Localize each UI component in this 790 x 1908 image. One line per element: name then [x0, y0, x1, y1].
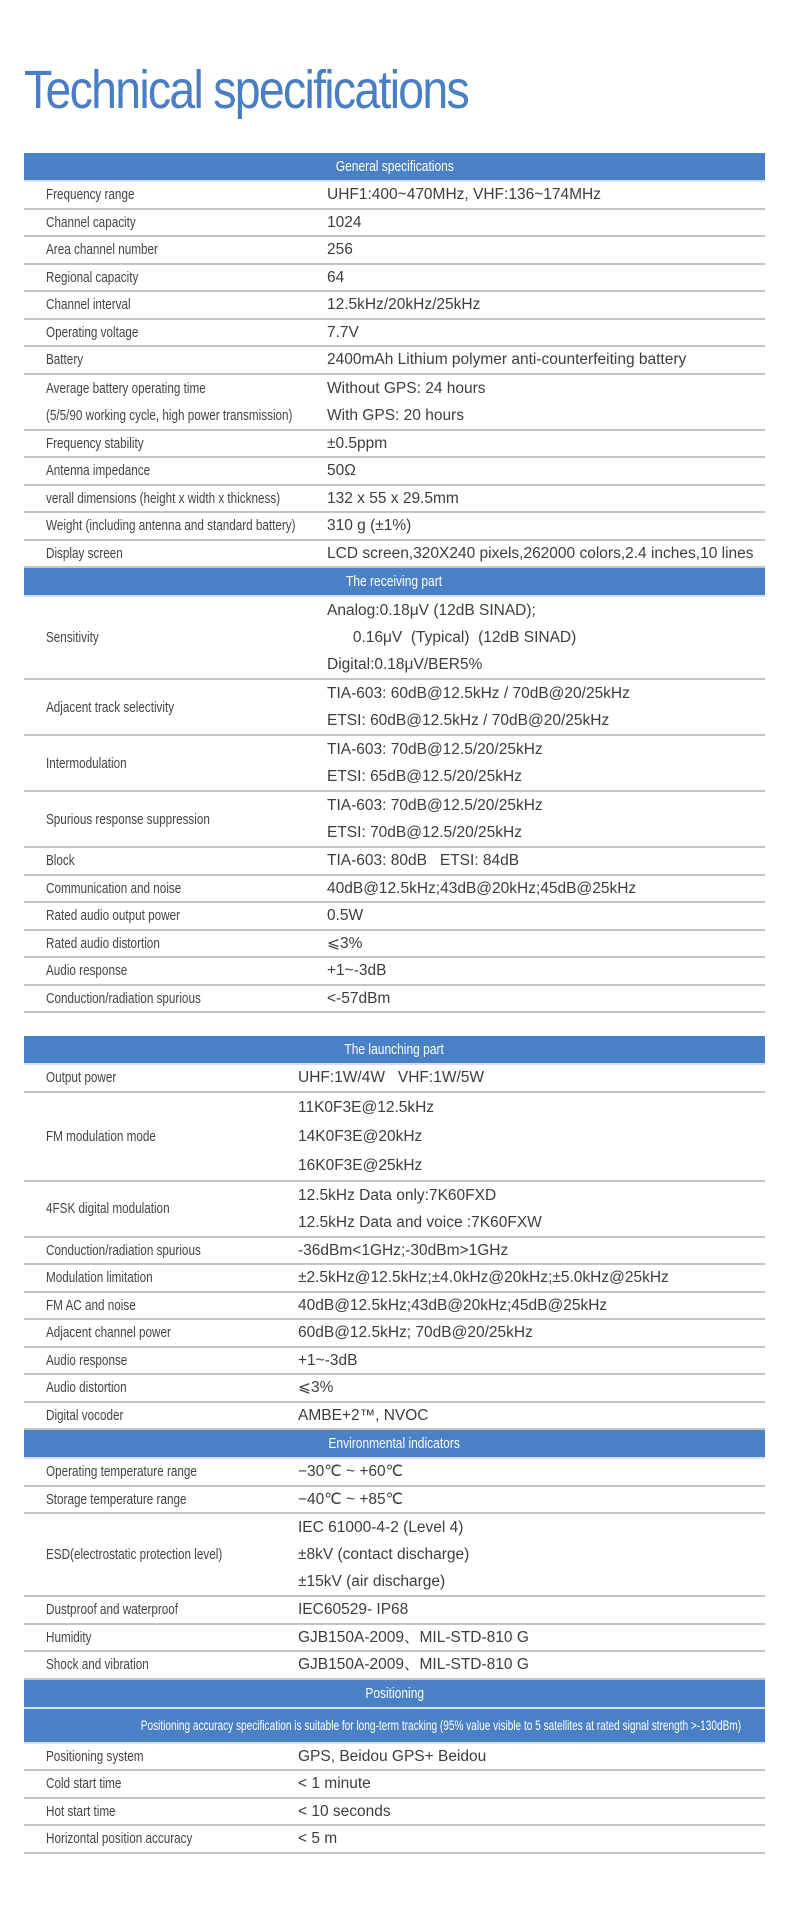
spec-label — [24, 1652, 327, 1678]
spec-label-line — [46, 486, 327, 512]
spec-value — [327, 182, 765, 208]
spec-label-text: Battery — [46, 351, 84, 368]
table-row — [24, 1065, 765, 1093]
spec-value-line: ETSI: 70dB@12.5/20/25kHz — [327, 824, 522, 841]
table-row — [24, 347, 765, 375]
table-row — [24, 1799, 765, 1827]
spec-value — [298, 1320, 765, 1346]
spec-value-line: 14K0F3E@20kHz — [298, 1127, 423, 1145]
spec-value — [327, 320, 765, 346]
spec-value-line: 7.7V — [327, 323, 359, 341]
spec-value — [298, 1799, 765, 1825]
spec-value-line: GJB150A-2009、MIL-STD-810 G — [298, 1628, 529, 1646]
table-row — [24, 1348, 765, 1376]
spec-label-text: verall dimensions (height x width x thickness) — [46, 489, 281, 507]
spec-value — [298, 1238, 765, 1264]
spec-value — [298, 1744, 765, 1770]
spec-label — [24, 694, 327, 721]
table-row — [24, 375, 765, 431]
spec-label-line — [46, 375, 327, 402]
spec-label-line — [46, 1744, 327, 1770]
spec-label-line — [46, 237, 327, 263]
table-row — [24, 486, 765, 514]
spec-label — [24, 458, 327, 484]
spec-label — [24, 1597, 327, 1623]
spec-label-text: Average battery operating time — [46, 379, 206, 397]
spec-label-text: Rated audio output power — [46, 907, 181, 924]
spec-label-line — [46, 1546, 327, 1563]
spec-value-line: Without GPS: 24 hours — [327, 379, 486, 397]
spec-label-text: 4FSK digital modulation — [46, 1200, 170, 1217]
spec-label — [24, 1265, 327, 1291]
table-row — [24, 1487, 765, 1515]
spec-label-line — [46, 958, 327, 984]
spec-label — [24, 292, 327, 318]
table-row — [24, 541, 765, 569]
spec-label-line — [46, 1625, 327, 1651]
spec-value — [298, 1597, 765, 1623]
spec-value-line: Analog:0.18μV (12dB SINAD); — [327, 602, 536, 619]
spec-label-text: Storage temperature range — [46, 1490, 187, 1508]
spec-value-line: −40℃ ~ +85℃ — [298, 1490, 404, 1508]
spec-value — [327, 237, 765, 263]
table-row — [24, 265, 765, 293]
spec-label — [24, 210, 327, 236]
spec-value — [327, 541, 765, 567]
section-subheader-text: Positioning accuracy specification is suitable for long-term tracking (95% value visible to 5 satellites at rated signal strength >-130dBm) — [140, 1716, 742, 1733]
table-row — [24, 1652, 765, 1680]
spec-value-line: 12.5kHz/20kHz/25kHz — [327, 296, 481, 313]
spec-value — [327, 513, 765, 539]
spec-value-line: 11K0F3E@12.5kHz — [298, 1098, 435, 1116]
spec-label-line — [46, 1826, 327, 1852]
spec-label-line — [46, 513, 327, 539]
spec-value — [298, 1293, 765, 1319]
table-row — [24, 237, 765, 265]
spec-value-line: 1024 — [327, 213, 362, 231]
spec-label — [24, 265, 327, 291]
spec-section — [24, 1680, 765, 1854]
spec-label-text: Conduction/radiation spurious — [46, 989, 201, 1007]
table-row — [24, 1459, 765, 1487]
spec-value — [327, 292, 765, 318]
spec-value-line: GJB150A-2009、MIL-STD-810 G — [298, 1656, 529, 1673]
spec-label-text: Block — [46, 852, 75, 869]
spec-label-text: Positioning system — [46, 1747, 144, 1765]
spec-value — [327, 347, 765, 373]
section-subheader — [24, 1709, 765, 1744]
spec-value-line: LCD screen,320X240 pixels,262000 colors,2.4 inches,10 lines — [327, 544, 754, 562]
spec-label-line — [46, 1265, 327, 1291]
spec-value — [298, 1625, 765, 1651]
spec-label-text: Frequency stability — [46, 434, 144, 452]
spec-label-text: Modulation limitation — [46, 1269, 153, 1286]
spec-value — [298, 1065, 765, 1091]
spec-label-text: Humidity — [46, 1628, 92, 1646]
spec-label-line — [46, 1403, 327, 1429]
spec-label — [24, 541, 327, 567]
spec-value-line: < 10 seconds — [298, 1802, 391, 1820]
spec-value-line: ETSI: 65dB@12.5/20/25kHz — [327, 768, 522, 785]
table-row — [24, 1182, 765, 1238]
table-row — [24, 292, 765, 320]
spec-value-line: ⩽3% — [298, 1379, 334, 1396]
spec-table — [24, 153, 765, 1854]
spec-value-line: TIA-603: 70dB@12.5/20/25kHz — [327, 797, 543, 814]
spec-value — [327, 903, 765, 929]
spec-label-text: Spurious response suppression — [46, 810, 210, 828]
spec-value-line: TIA-603: 70dB@12.5/20/25kHz — [327, 741, 543, 758]
spec-label-text: Conduction/radiation spurious — [46, 1241, 201, 1259]
table-row — [24, 431, 765, 459]
spec-label — [24, 1744, 327, 1770]
spec-label-line — [46, 629, 327, 646]
spec-label-text: Output power — [46, 1069, 117, 1086]
spec-label-text: Audio distortion — [46, 1379, 127, 1396]
spec-label — [24, 1238, 327, 1264]
table-row — [24, 736, 765, 792]
spec-value — [327, 265, 765, 291]
table-row — [24, 1826, 765, 1854]
spec-label — [24, 486, 327, 512]
spec-label — [24, 1293, 327, 1319]
spec-value-line: TIA-603: 60dB@12.5kHz / 70dB@20/25kHz — [327, 685, 630, 702]
spec-label-line — [46, 1293, 327, 1319]
spec-value-line: 310 g (±1%) — [327, 517, 412, 534]
spec-label-line — [46, 986, 327, 1012]
table-row — [24, 1625, 765, 1653]
spec-label-text: Regional capacity — [46, 268, 139, 286]
spec-value-line: < 5 m — [298, 1830, 338, 1847]
section-header — [24, 1680, 765, 1709]
spec-label — [24, 1128, 327, 1145]
table-row — [24, 931, 765, 959]
spec-value-line: IEC 61000-4-2 (Level 4) — [298, 1519, 464, 1536]
spec-value-line: 256 — [327, 241, 353, 258]
spec-label — [24, 1487, 327, 1513]
spec-label — [24, 903, 327, 929]
spec-label-text: Audio response — [46, 1351, 128, 1369]
table-row — [24, 876, 765, 904]
spec-label — [24, 1826, 327, 1852]
spec-label-text: Adjacent channel power — [46, 1324, 171, 1341]
spec-value — [298, 1487, 765, 1513]
spec-label-line — [46, 1128, 327, 1145]
spec-label-text: Hot start time — [46, 1802, 116, 1820]
spec-value — [327, 597, 765, 678]
spec-label — [24, 1799, 327, 1825]
table-row — [24, 210, 765, 238]
table-row — [24, 1514, 765, 1597]
spec-section — [24, 153, 765, 568]
spec-label-text: Sensitivity — [46, 629, 99, 646]
spec-label-text: Weight (including antenna and standard battery) — [46, 517, 296, 534]
spec-value-line: 132 x 55 x 29.5mm — [327, 489, 459, 507]
spec-label-line — [46, 1238, 327, 1264]
table-row — [24, 903, 765, 931]
spec-label — [24, 513, 327, 539]
table-row — [24, 1320, 765, 1348]
spec-label-line — [46, 750, 327, 777]
spec-label — [24, 876, 327, 902]
table-row — [24, 1093, 765, 1182]
spec-value-line: 40dB@12.5kHz;43dB@20kHz;45dB@25kHz — [327, 879, 637, 897]
table-row — [24, 848, 765, 876]
table-row — [24, 1293, 765, 1321]
spec-value — [298, 1771, 765, 1797]
spec-value — [327, 431, 765, 457]
spec-value-line: 60dB@12.5kHz; 70dB@20/25kHz — [298, 1324, 533, 1341]
spec-value-line: ±8kV (contact discharge) — [298, 1546, 470, 1563]
spec-value — [298, 1265, 765, 1291]
section-header — [24, 1036, 765, 1065]
table-row — [24, 320, 765, 348]
spec-label-line — [46, 1195, 327, 1222]
table-row — [24, 182, 765, 210]
table-row — [24, 597, 765, 680]
table-row — [24, 1238, 765, 1266]
page-title: Technical specifications — [24, 60, 469, 120]
table-row — [24, 958, 765, 986]
spec-value-line: ETSI: 60dB@12.5kHz / 70dB@20/25kHz — [327, 712, 610, 729]
spec-value — [327, 680, 765, 734]
spec-value-line: <-57dBm — [327, 989, 391, 1007]
spec-label-line — [46, 848, 327, 874]
spec-value-line: -36dBm<1GHz;-30dBm>1GHz — [298, 1241, 509, 1259]
spec-value-line: −30℃ ~ +60℃ — [298, 1463, 404, 1480]
spec-label — [24, 1320, 327, 1346]
spec-label-line — [46, 182, 327, 208]
spec-label — [24, 237, 327, 263]
spec-value — [327, 486, 765, 512]
section-header-text: General specifications — [335, 158, 454, 175]
section-header-text: The receiving part — [346, 573, 443, 590]
spec-value-line: Digital:0.18μV/BER5% — [327, 656, 483, 673]
spec-value — [298, 1375, 765, 1401]
spec-value-line: IEC60529- IP68 — [298, 1601, 409, 1618]
table-row — [24, 458, 765, 486]
spec-label-line — [46, 1348, 327, 1374]
spec-label-text: Rated audio distortion — [46, 934, 160, 952]
spec-label-line — [46, 806, 327, 833]
section-header — [24, 568, 765, 597]
table-row — [24, 1375, 765, 1403]
spec-label — [24, 750, 327, 777]
spec-value — [298, 1652, 765, 1678]
section-header — [24, 153, 765, 182]
spec-value — [327, 736, 765, 790]
spec-label-text: Frequency range — [46, 186, 135, 203]
spec-value — [298, 1514, 765, 1595]
spec-label-line — [46, 1652, 327, 1678]
spec-label-text: Digital vocoder — [46, 1406, 124, 1424]
spec-label-text: Adjacent track selectivity — [46, 698, 175, 716]
spec-label-line — [46, 320, 327, 346]
spec-label — [24, 806, 327, 833]
spec-value-line: 2400mAh Lithium polymer anti-counterfeiting battery — [327, 351, 687, 368]
spec-label-line — [46, 931, 327, 957]
spec-label-line — [46, 210, 327, 236]
spec-label-line — [46, 1799, 327, 1825]
spec-label-text: Operating voltage — [46, 323, 139, 341]
spec-value-line: 64 — [327, 268, 345, 286]
spec-value — [327, 458, 765, 484]
spec-label — [24, 1546, 327, 1563]
spec-label-text: Communication and noise — [46, 879, 182, 897]
section-header-text: Environmental indicators — [328, 1435, 461, 1452]
spec-value — [327, 931, 765, 957]
spec-value — [298, 1826, 765, 1852]
spec-label-line — [46, 541, 327, 567]
spec-label — [24, 1403, 327, 1429]
table-row — [24, 986, 765, 1014]
spec-value-line: ±2.5kHz@12.5kHz;±4.0kHz@20kHz;±5.0kHz@25kHz — [298, 1269, 669, 1286]
spec-section — [24, 1430, 765, 1680]
spec-value-line: < 1 minute — [298, 1775, 371, 1792]
spec-value — [327, 986, 765, 1012]
spec-label-line — [46, 1320, 327, 1346]
spec-value — [327, 210, 765, 236]
spec-value-line: 40dB@12.5kHz;43dB@20kHz;45dB@25kHz — [298, 1296, 608, 1314]
spec-label — [24, 375, 327, 429]
spec-label-text: ESD(electrostatic protection level) — [46, 1546, 223, 1563]
spec-label-text: Area channel number — [46, 241, 158, 258]
spec-label-line — [46, 1597, 327, 1623]
section-gap — [24, 1013, 765, 1036]
spec-label-line — [46, 402, 327, 429]
spec-label-line — [46, 1771, 327, 1797]
table-row — [24, 1597, 765, 1625]
spec-label — [24, 1625, 327, 1651]
spec-value-line: 0.16μV (Typical) (12dB SINAD) — [327, 629, 577, 646]
spec-label-text: FM AC and noise — [46, 1296, 136, 1314]
spec-label-line — [46, 903, 327, 929]
spec-label-text: Cold start time — [46, 1775, 122, 1792]
spec-value — [298, 1348, 765, 1374]
spec-value — [298, 1403, 765, 1429]
spec-label-line — [46, 694, 327, 721]
spec-label-text: FM modulation mode — [46, 1127, 156, 1145]
spec-value-line: TIA-603: 80dB ETSI: 84dB — [327, 852, 520, 869]
spec-section — [24, 1036, 765, 1430]
spec-value — [327, 375, 765, 429]
spec-label-text: Shock and vibration — [46, 1656, 149, 1673]
section-header-text: The launching part — [344, 1041, 445, 1058]
spec-label-line — [46, 1459, 327, 1485]
spec-label — [24, 1375, 327, 1401]
table-row — [24, 513, 765, 541]
table-row — [24, 1771, 765, 1799]
spec-label — [24, 347, 327, 373]
spec-value-line: With GPS: 20 hours — [327, 406, 464, 424]
spec-label-line — [46, 1065, 327, 1091]
section-header-text: Positioning — [365, 1684, 424, 1702]
table-row — [24, 1744, 765, 1772]
spec-label — [24, 182, 327, 208]
spec-value — [327, 958, 765, 984]
spec-label — [24, 1771, 327, 1797]
spec-label-text: Channel interval — [46, 296, 131, 313]
spec-label-text: Channel capacity — [46, 213, 136, 231]
spec-label-line — [46, 431, 327, 457]
spec-value — [298, 1093, 765, 1180]
spec-value-line: 12.5kHz Data and voice :7K60FXW — [298, 1213, 542, 1231]
spec-label — [24, 1459, 327, 1485]
spec-value — [327, 792, 765, 846]
spec-value-line: ⩽3% — [327, 934, 363, 952]
spec-value-line: 16K0F3E@25kHz — [298, 1156, 423, 1174]
spec-label-line — [46, 292, 327, 318]
spec-label-line — [46, 265, 327, 291]
spec-label — [24, 431, 327, 457]
spec-value-line: 12.5kHz Data only:7K60FXD — [298, 1186, 497, 1204]
spec-label-line — [46, 1487, 327, 1513]
spec-label — [24, 931, 327, 957]
table-row — [24, 1265, 765, 1293]
table-row — [24, 1403, 765, 1431]
spec-value — [327, 876, 765, 902]
spec-value-line: 0.5W — [327, 907, 364, 924]
spec-label-line — [46, 458, 327, 484]
spec-value-line: UHF1:400~470MHz, VHF:136~174MHz — [327, 186, 601, 203]
section-header — [24, 1430, 765, 1459]
spec-label-text: Antenna impedance — [46, 462, 151, 479]
spec-value-line: +1~-3dB — [298, 1351, 358, 1369]
spec-value-line: +1~-3dB — [327, 962, 387, 979]
spec-label-line — [46, 876, 327, 902]
spec-label — [24, 986, 327, 1012]
spec-value-line: 50Ω — [327, 462, 356, 479]
spec-value-line: GPS, Beidou GPS+ Beidou — [298, 1747, 487, 1765]
spec-label — [24, 1195, 327, 1222]
spec-value — [298, 1182, 765, 1236]
spec-label-text: Horizontal position accuracy — [46, 1830, 193, 1847]
spec-label — [24, 629, 327, 646]
spec-label — [24, 1348, 327, 1374]
spec-label — [24, 958, 327, 984]
spec-value-line: ±15kV (air discharge) — [298, 1573, 446, 1590]
spec-label-line — [46, 347, 327, 373]
spec-label-text: Audio response — [46, 962, 128, 979]
spec-label-text: Dustproof and waterproof — [46, 1601, 179, 1618]
spec-label-line — [46, 1375, 327, 1401]
spec-section — [24, 568, 765, 1013]
spec-label-text: Operating temperature range — [46, 1463, 197, 1480]
spec-label — [24, 1065, 327, 1091]
table-row — [24, 680, 765, 736]
spec-label-text: (5/5/90 working cycle, high power transmission) — [46, 406, 293, 424]
spec-label-text: Intermodulation — [46, 754, 127, 772]
spec-label — [24, 848, 327, 874]
spec-label-text: Display screen — [46, 544, 123, 562]
spec-value-line: ±0.5ppm — [327, 434, 388, 452]
spec-value-line: UHF:1W/4W VHF:1W/5W — [298, 1069, 484, 1086]
table-row — [24, 792, 765, 848]
spec-label — [24, 320, 327, 346]
spec-value-line: AMBE+2™, NVOC — [298, 1406, 429, 1424]
spec-value — [327, 848, 765, 874]
spec-value — [298, 1459, 765, 1485]
